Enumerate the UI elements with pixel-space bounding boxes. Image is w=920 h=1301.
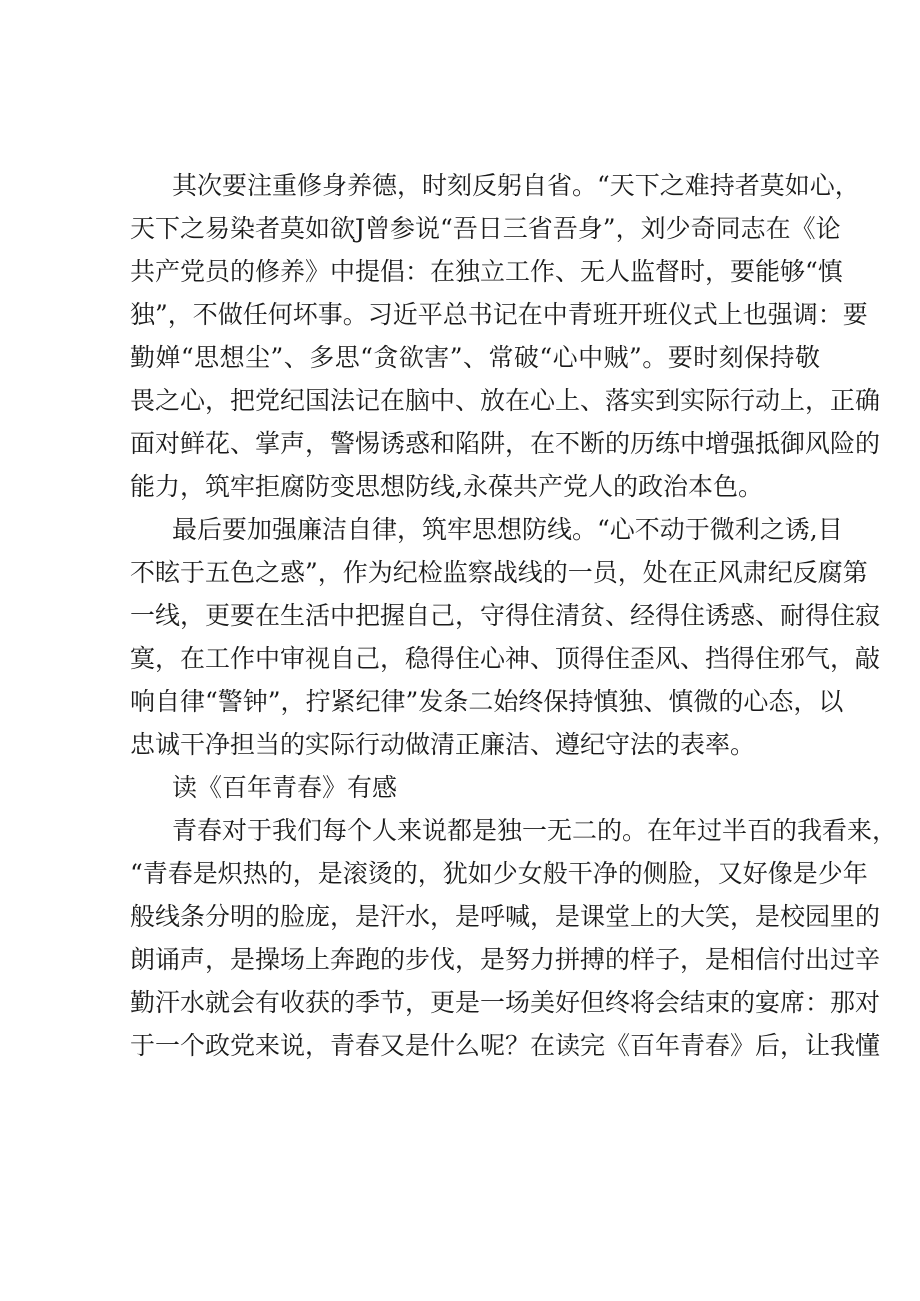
paragraph-line: 畏之心，把党纪国法记在脑中、放在心上、落实到实际行动上，正确: [130, 386, 881, 415]
paragraph-line: 不眩于五色之惑”，作为纪检监察战线的一员，处在正风肃纪反腐第: [130, 558, 868, 587]
paragraph-line: 青春对于我们每个人来说都是独一无二的。在年过半百的我看来，: [172, 816, 898, 845]
paragraph-line: 独”，不做任何坏事。习近平总书记在中青班开班仪式上也强调：要: [130, 300, 868, 329]
paragraph-line: 响自律“警钟”，拧紧纪律”发条二始终保持慎独、慎微的心态，以: [130, 687, 844, 716]
paragraph-line: 般线条分明的脸庞，是汗水，是呼喊，是课堂上的大笑，是校园里的: [130, 902, 881, 931]
paragraph-line: 勤汗水就会有收获的季节，更是一场美好但终将会结束的宴席：那对: [130, 988, 881, 1017]
paragraph-line: 其次要注重修身养德，时刻反躬自省。“天下之难持者莫如心，: [172, 171, 860, 200]
paragraph-line: 寞，在工作中审视自己，稳得住心神、顶得住歪风、挡得住邪气，敲: [130, 644, 881, 673]
paragraph-line: 能力，筑牢拒腐防变思想防线,永葆共产党人的政治本色。: [130, 472, 763, 501]
paragraph-line: “青春是炽热的，是滚烫的，犹如少女般干净的侧脸，又好像是少年: [130, 859, 868, 888]
document-body: [130, 164, 898, 1067]
paragraph-line: 朗诵声，是操场上奔跑的步伐，是努力拼搏的样子，是相信付出过辛: [130, 945, 881, 974]
paragraph-line: 一线，更要在生活中把握自己，守得住清贫、经得住诱惑、耐得住寂: [130, 601, 881, 630]
paragraph-line: 共产党员的修养》中提倡：在独立工作、无人监督时，要能够“慎: [130, 257, 843, 286]
paragraph-line: 勤婵“思想尘”、多思“贪欲害”、常破“心中贼”。要时刻保持敬: [130, 343, 820, 372]
paragraph-line: 于一个政党来说，青春又是什么呢？在读完《百年青春》后，让我懂: [130, 1031, 881, 1060]
paragraph-line: 天下之易染者莫如欲J曾参说“吾日三省吾身”，刘少奇同志在《论: [130, 214, 841, 243]
paragraph-line: 面对鲜花、掌声，警惕诱惑和陷阱，在不断的历练中增强抵御风险的: [130, 429, 881, 458]
paragraph-line: 最后要加强廉洁自律，筑牢思想防线。“心不动于微利之诱,目: [172, 515, 843, 544]
section-heading: 读《百年青春》有感: [172, 773, 398, 802]
paragraph-line: 忠诚干净担当的实际行动做清正廉洁、遵纪守法的表率。: [130, 730, 756, 759]
